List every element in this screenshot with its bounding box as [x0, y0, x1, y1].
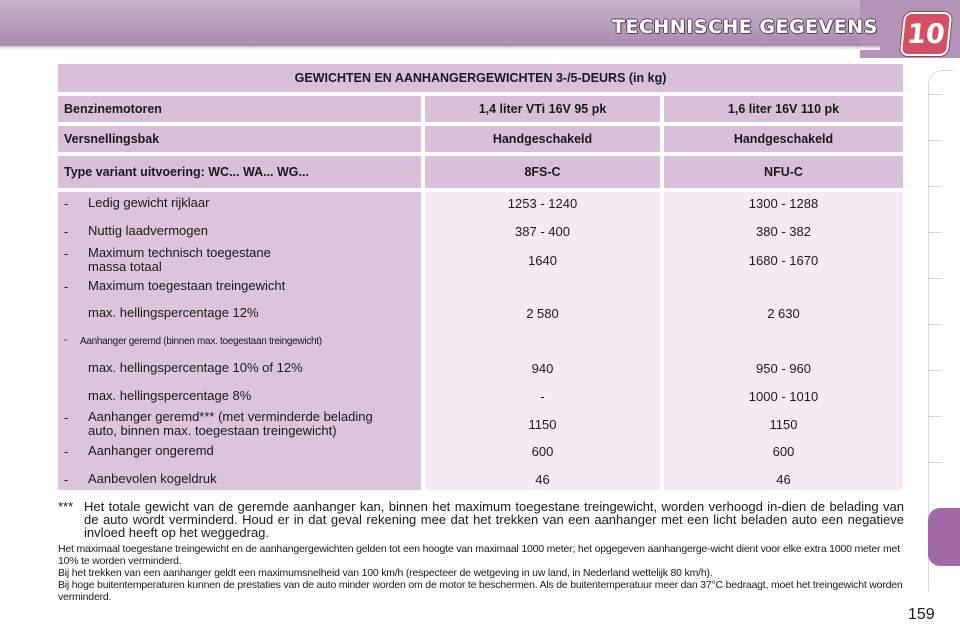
header-col1: 8FS-C	[425, 156, 660, 188]
header-label: Versnellingsbak	[58, 126, 421, 152]
row-label: max. hellingspercentage 8%	[88, 388, 252, 403]
page-title: TECHNISCHE GEGEVENS	[612, 16, 878, 38]
row-col2: 600	[772, 444, 795, 459]
row-label: Aanhanger ongeremd	[88, 443, 214, 458]
row-col2: 46	[776, 472, 791, 487]
note-paragraph: Het maximaal toegestane treingewicht en de aanhangergewichten gelden tot een hoogte van maximaal 1000 meter; het opgegeven aanhangerge-wicht dient voor elke extra 1000 meter met 10% te worden verminderd.	[58, 543, 900, 567]
row-dash: -	[64, 444, 69, 459]
row-col1: 940	[531, 361, 554, 376]
chapter-tab[interactable]	[928, 94, 942, 95]
footnote-text: Het totale gewicht van de geremde aanhanger kan, binnen het maximum toegestane treingewicht, worden verhoogd in-dien de belading van de auto wordt verminderd. Houd er in dat geval rekening mee dat het trekken van een aanhanger met een licht beladen auto een negatieve invloed heeft op het weggedrag.	[84, 499, 904, 540]
row-col1: 1253 - 1240	[507, 196, 578, 211]
row-col2: 380 - 382	[756, 224, 811, 239]
row-dash: -	[64, 472, 69, 487]
chapter-tab[interactable]	[928, 416, 942, 417]
chapter-tab[interactable]	[928, 324, 942, 325]
footnote	[58, 500, 904, 539]
table-title: GEWICHTEN EN AANHANGERGEWICHTEN 3-/5-DEURS (in kg)	[58, 64, 903, 92]
chapter-tab[interactable]	[928, 370, 942, 371]
row-col2: 1300 - 1288	[748, 196, 819, 211]
note-paragraph: Bij hoge buitentemperaturen kunnen de prestaties van de auto minder worden om de motor te beschermen. Als de buitentemperatuur meer dan 37°C bedraagt, moet het treingewicht worden verminderd.	[58, 579, 903, 603]
row-label: Maximum technisch toegestane	[88, 245, 271, 260]
header-col2: 1,6 liter 16V 110 pk	[664, 96, 903, 122]
row-label: Nuttig laadvermogen	[88, 223, 208, 238]
row-col1: -	[540, 389, 545, 404]
row-col1: 46	[535, 472, 550, 487]
row-label: Aanhanger geremd*** (met verminderde belading	[88, 409, 373, 424]
row-col2: 1680 - 1670	[748, 253, 819, 268]
row-col1: 2 580	[526, 306, 559, 321]
row-col2: 2 630	[767, 306, 800, 321]
row-col1: 1640	[528, 253, 557, 268]
row-col1: 387 - 400	[515, 224, 570, 239]
header-col1: 1,4 liter VTi 16V 95 pk	[425, 96, 660, 122]
row-label: Aanbevolen kogeldruk	[88, 471, 217, 486]
page-number: 159	[908, 606, 935, 623]
row-col2: 1150	[769, 417, 798, 432]
row-dash: -	[64, 335, 68, 346]
header-label: Type variant uitvoering: WC... WA... WG...	[58, 156, 421, 188]
row-col1: 600	[531, 444, 554, 459]
header-col1: Handgeschakeld	[425, 126, 660, 152]
row-label: Maximum toegestaan treingewicht	[88, 278, 286, 293]
chapter-tab[interactable]	[928, 186, 942, 187]
row-label-line2: auto, binnen max. toegestaan treingewicht)	[88, 423, 337, 438]
header-shadow	[0, 46, 880, 50]
row-label-line2: massa totaal	[88, 259, 162, 274]
table-header-row	[58, 96, 903, 122]
header-col2: Handgeschakeld	[664, 126, 903, 152]
footnote-marker: ***	[58, 499, 74, 514]
chapter-tab-active[interactable]	[928, 508, 960, 566]
row-dash: -	[64, 410, 69, 425]
header-label: Benzinemotoren	[58, 96, 421, 122]
row-dash: -	[64, 279, 69, 294]
row-col1: 1150	[528, 417, 557, 432]
row-label: Aanhanger geremd (binnen max. toegestaan treingewicht)	[80, 336, 322, 347]
row-col2: 950 - 960	[756, 361, 811, 376]
chapter-tab[interactable]	[928, 140, 942, 141]
row-label: max. hellingspercentage 12%	[88, 305, 259, 320]
row-col2: 1000 - 1010	[748, 389, 819, 404]
chapter-tab[interactable]	[928, 232, 942, 233]
table-header-row	[58, 156, 903, 188]
row-dash: -	[64, 224, 69, 239]
row-label: max. hellingspercentage 10% of 12%	[88, 360, 303, 375]
row-label: Ledig gewicht rijklaar	[88, 195, 210, 210]
notes-block	[58, 543, 904, 603]
table-header-row	[58, 126, 903, 152]
header-col2: NFU-C	[664, 156, 903, 188]
chapter-badge: 10	[900, 12, 953, 56]
chapter-tab[interactable]	[928, 462, 942, 463]
note-paragraph: Bij het trekken van een aanhanger geldt een maximumsnelheid van 100 km/h (respecteer de wetgeving in uw land, in Nederland wettelijk 80 km/h).	[58, 567, 713, 579]
row-dash: -	[64, 246, 69, 261]
chapter-tab[interactable]	[928, 278, 942, 279]
row-dash: -	[64, 196, 69, 211]
